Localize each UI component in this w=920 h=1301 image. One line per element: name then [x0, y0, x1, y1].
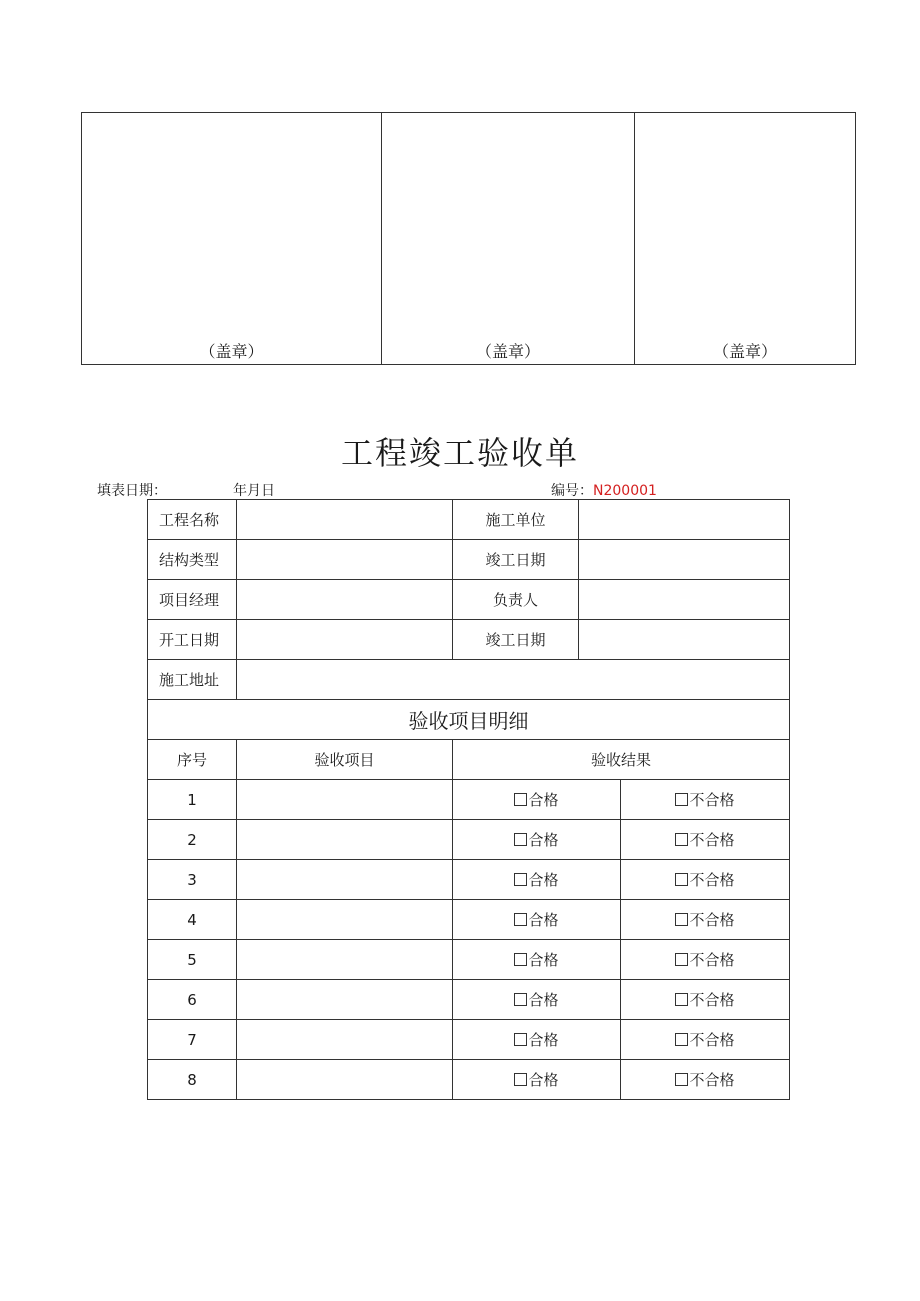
fail-option[interactable] — [621, 1060, 790, 1100]
info-row — [148, 660, 790, 700]
column-header-no: 序号 — [148, 740, 237, 780]
item-field[interactable] — [237, 1060, 453, 1100]
structure-type-field[interactable] — [237, 540, 453, 580]
table-row — [148, 860, 790, 900]
info-label: 开工日期 — [148, 620, 237, 660]
construction-address-field[interactable] — [237, 660, 790, 700]
stamp-label: （盖章） — [712, 342, 777, 361]
stamp-cell — [382, 113, 635, 365]
table-row — [148, 1020, 790, 1060]
fail-label: 不合格 — [689, 1071, 735, 1089]
info-label: 施工单位 — [453, 500, 579, 540]
pass-option[interactable] — [453, 820, 621, 860]
table-row — [148, 940, 790, 980]
pass-option[interactable] — [453, 1060, 621, 1100]
checkbox[interactable] — [675, 833, 688, 846]
info-label: 竣工日期 — [453, 540, 579, 580]
info-label: 竣工日期 — [453, 620, 579, 660]
item-field[interactable] — [237, 820, 453, 860]
table-row — [148, 1060, 790, 1100]
checkbox[interactable] — [514, 993, 527, 1006]
info-label: 施工地址 — [148, 660, 237, 700]
fill-date-label: 填表日期： — [97, 483, 167, 499]
pass-label: 合格 — [528, 991, 559, 1009]
checkbox[interactable] — [675, 1033, 688, 1046]
page-title: 工程竣工验收单 — [340, 434, 579, 472]
construction-unit-field[interactable] — [579, 500, 790, 540]
fail-label: 不合格 — [689, 871, 735, 889]
item-field[interactable] — [237, 940, 453, 980]
row-number: 6 — [148, 980, 237, 1020]
checkbox[interactable] — [514, 1033, 527, 1046]
table-row — [148, 780, 790, 820]
pass-option[interactable] — [453, 900, 621, 940]
fail-label: 不合格 — [689, 1031, 735, 1049]
pass-option[interactable] — [453, 860, 621, 900]
section-row — [148, 700, 790, 740]
fail-label: 不合格 — [689, 991, 735, 1009]
checkbox[interactable] — [675, 993, 688, 1006]
fail-option[interactable] — [621, 900, 790, 940]
detail-header-row — [148, 740, 790, 780]
checkbox[interactable] — [675, 953, 688, 966]
pass-label: 合格 — [528, 1071, 559, 1089]
pass-option[interactable] — [453, 780, 621, 820]
stamp-label: （盖章） — [199, 342, 264, 361]
fail-option[interactable] — [621, 780, 790, 820]
fail-option[interactable] — [621, 860, 790, 900]
checkbox[interactable] — [514, 913, 527, 926]
row-number: 5 — [148, 940, 237, 980]
stamp-label: （盖章） — [475, 342, 540, 361]
table-row — [148, 900, 790, 940]
checkbox[interactable] — [514, 953, 527, 966]
acceptance-form-table — [147, 499, 790, 1100]
serial-number-value: N200001 — [593, 483, 657, 499]
checkbox[interactable] — [675, 873, 688, 886]
fail-label: 不合格 — [689, 911, 735, 929]
fill-date-value[interactable]: 年月日 — [233, 483, 275, 499]
checkbox[interactable] — [514, 873, 527, 886]
pass-label: 合格 — [528, 831, 559, 849]
info-label: 结构类型 — [148, 540, 237, 580]
start-date-field[interactable] — [237, 620, 453, 660]
pass-option[interactable] — [453, 1020, 621, 1060]
pass-option[interactable] — [453, 980, 621, 1020]
fail-option[interactable] — [621, 1020, 790, 1060]
row-number: 4 — [148, 900, 237, 940]
checkbox[interactable] — [675, 1073, 688, 1086]
stamp-table — [81, 112, 856, 365]
pass-label: 合格 — [528, 791, 559, 809]
row-number: 8 — [148, 1060, 237, 1100]
fail-option[interactable] — [621, 820, 790, 860]
checkbox[interactable] — [514, 1073, 527, 1086]
section-title: 验收项目明细 — [148, 700, 790, 740]
item-field[interactable] — [237, 980, 453, 1020]
pass-label: 合格 — [528, 1031, 559, 1049]
row-number: 3 — [148, 860, 237, 900]
item-field[interactable] — [237, 900, 453, 940]
person-in-charge-field[interactable] — [579, 580, 790, 620]
serial-number — [551, 480, 657, 500]
pass-option[interactable] — [453, 940, 621, 980]
item-field[interactable] — [237, 780, 453, 820]
info-row — [148, 500, 790, 540]
info-row — [148, 580, 790, 620]
fail-option[interactable] — [621, 940, 790, 980]
serial-number-label: 编号： — [551, 483, 593, 499]
row-number: 7 — [148, 1020, 237, 1060]
checkbox[interactable] — [514, 793, 527, 806]
completion-date-field-2[interactable] — [579, 620, 790, 660]
column-header-result: 验收结果 — [453, 740, 790, 780]
completion-date-field[interactable] — [579, 540, 790, 580]
checkbox[interactable] — [514, 833, 527, 846]
info-label: 负责人 — [453, 580, 579, 620]
row-number: 1 — [148, 780, 237, 820]
table-row — [148, 820, 790, 860]
pass-label: 合格 — [528, 911, 559, 929]
fail-option[interactable] — [621, 980, 790, 1020]
info-row — [148, 620, 790, 660]
project-name-field[interactable] — [237, 500, 453, 540]
column-header-item: 验收项目 — [237, 740, 453, 780]
fail-label: 不合格 — [689, 831, 735, 849]
checkbox[interactable] — [675, 913, 688, 926]
stamp-cell — [82, 113, 382, 365]
pass-label: 合格 — [528, 871, 559, 889]
fail-label: 不合格 — [689, 791, 735, 809]
project-manager-field[interactable] — [237, 580, 453, 620]
checkbox[interactable] — [675, 793, 688, 806]
info-label: 工程名称 — [148, 500, 237, 540]
info-row — [148, 540, 790, 580]
item-field[interactable] — [237, 1020, 453, 1060]
fail-label: 不合格 — [689, 951, 735, 969]
info-label: 项目经理 — [148, 580, 237, 620]
row-number: 2 — [148, 820, 237, 860]
table-row — [148, 980, 790, 1020]
stamp-cell — [635, 113, 856, 365]
pass-label: 合格 — [528, 951, 559, 969]
item-field[interactable] — [237, 860, 453, 900]
